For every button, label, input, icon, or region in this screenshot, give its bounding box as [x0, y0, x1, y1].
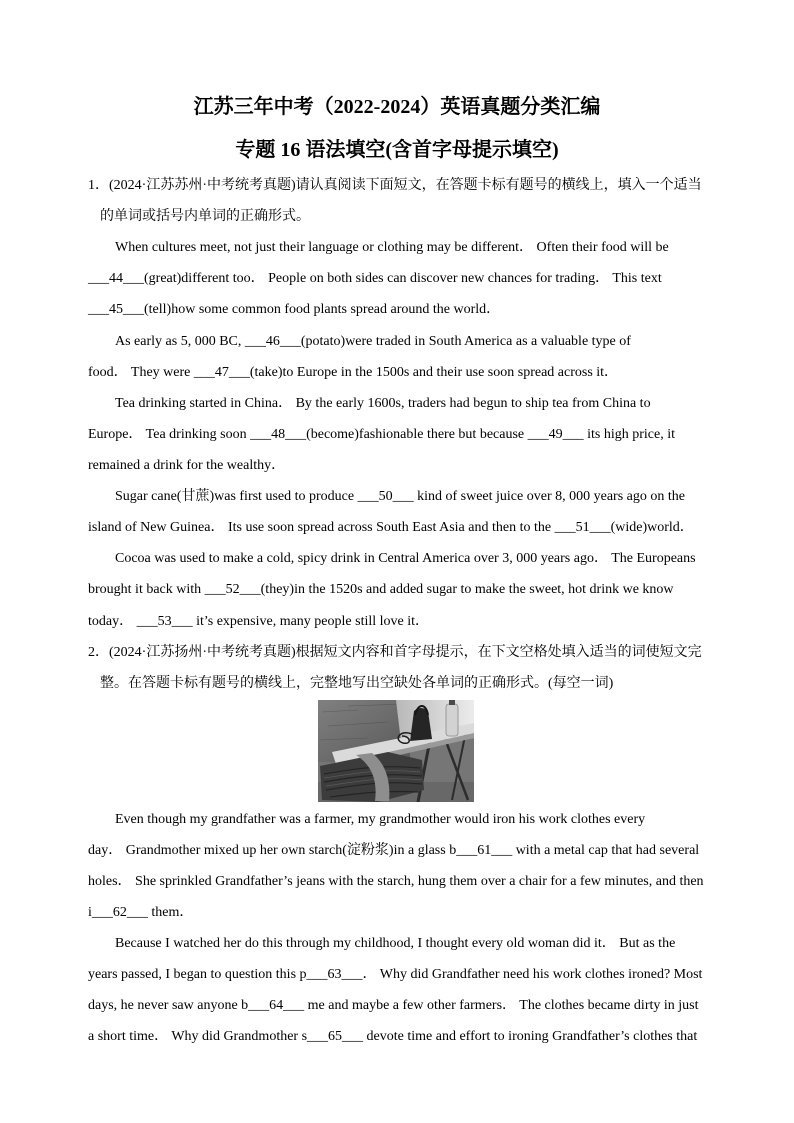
- passage-line: island of New Guinea． Its use soon spread across South East Asia and then to the ___51___(wide)world．: [88, 520, 694, 536]
- question-2-header: [88, 637, 708, 668]
- passage-line: ___44___(great)different too． People on both sides can discover new chances for trading． This text: [88, 271, 662, 287]
- question-source: (2024·江苏苏州·中考统考真题): [109, 178, 296, 193]
- document-title: 江苏三年中考（2022-2024）英语真题分类汇编: [193, 95, 601, 118]
- passage-paragraph: [88, 481, 708, 543]
- passage-line: brought it back with ___52___(they)in the 1520s and added sugar to make the sweet, hot drink we know: [88, 582, 674, 598]
- passage-line: Even though my grandfather was a farmer, my grandmother would iron his work clothes every: [115, 811, 646, 827]
- passage-paragraph: [88, 928, 708, 1052]
- passage-line: food． They were ___47___(take)to Europe in the 1500s and their use soon spread across it．: [88, 364, 619, 380]
- passage-paragraph: [88, 232, 708, 325]
- passage-line: When cultures meet, not just their language or clothing may be different． Often their food will be: [115, 240, 669, 256]
- bottle-metal-cap: [449, 700, 455, 705]
- passage-line: Because I watched her do this through my childhood, I thought every old woman did it． But as the: [115, 935, 676, 951]
- question-number: 1．: [88, 178, 109, 193]
- passage-paragraph: [88, 388, 708, 481]
- passage-paragraph: [88, 804, 708, 928]
- document-subtitle: 专题 16 语法填空(含首字母提示填空): [235, 138, 559, 161]
- document-body: [88, 170, 708, 1052]
- passage-line: days, he never saw anyone b___64___ me and maybe a few other farmers． The clothes became dirty in just: [88, 998, 699, 1014]
- question-instruction: 根据短文内容和首字母提示，在下文空格处填入适当的词使短文完: [295, 644, 702, 660]
- passage-line: holes． She sprinkled Grandfather’s jeans with the starch, hung them over a chair for a few minutes, and then: [88, 873, 704, 889]
- glass-bottle: [446, 704, 458, 736]
- question-2: [88, 637, 708, 1053]
- passage-line: today． ___53___ it’s expensive, many people still love it．: [88, 613, 430, 629]
- passage-line: As early as 5, 000 BC, ___46___(potato)were traded in South America as a valuable type of: [115, 333, 631, 349]
- question-instruction-continued: 的单词或括号内单词的正确形式。: [100, 209, 310, 225]
- question-1-header: [88, 170, 708, 201]
- passage-paragraph: [88, 326, 708, 388]
- question-1: [88, 170, 708, 637]
- passage-figure: [88, 699, 708, 804]
- passage-line: Sugar cane(甘蔗)was first used to produce ___50___ kind of sweet juice over 8, 000 years ago on the: [115, 489, 685, 505]
- question-source: (2024·江苏扬州·中考统考真题): [109, 644, 296, 660]
- document-header: [0, 86, 794, 172]
- passage-line: ___45___(tell)how some common food plants spread around the world．: [88, 302, 501, 318]
- iron-photo: [318, 700, 474, 802]
- passage-line: Europe． Tea drinking soon ___48___(become)fashionable there but because ___49___ its high price, it: [88, 426, 676, 442]
- passage-line: Tea drinking started in China． By the early 1600s, traders had begun to ship tea from China to: [115, 395, 651, 411]
- question-instruction: 请认真阅读下面短文，在答题卡标有题号的横线上，填入一个适当: [295, 178, 702, 193]
- passage-line: a short time． Why did Grandmother s___65___ devote time and effort to ironing Grandfather’s clothes that: [88, 1029, 698, 1045]
- passage-line: Cocoa was used to make a cold, spicy drink in Central America over 3, 000 years ago． The Europeans: [115, 551, 696, 567]
- question-number: 2．: [88, 644, 109, 660]
- passage-line: day． Grandmother mixed up her own starch(淀粉浆)in a glass b___61___ with a metal cap that had several: [88, 842, 700, 858]
- passage-line: remained a drink for the wealthy．: [88, 457, 286, 473]
- passage-paragraph: [88, 543, 708, 636]
- passage-line: i___62___ them．: [88, 904, 194, 920]
- passage-line: years passed, I began to question this p___63___． Why did Grandfather need his work clothes ironed? Most: [88, 967, 703, 983]
- question-instruction-continued: 整。在答题卡标有题号的横线上，完整地写出空缺处各单词的正确形式。(每空一词): [100, 675, 614, 691]
